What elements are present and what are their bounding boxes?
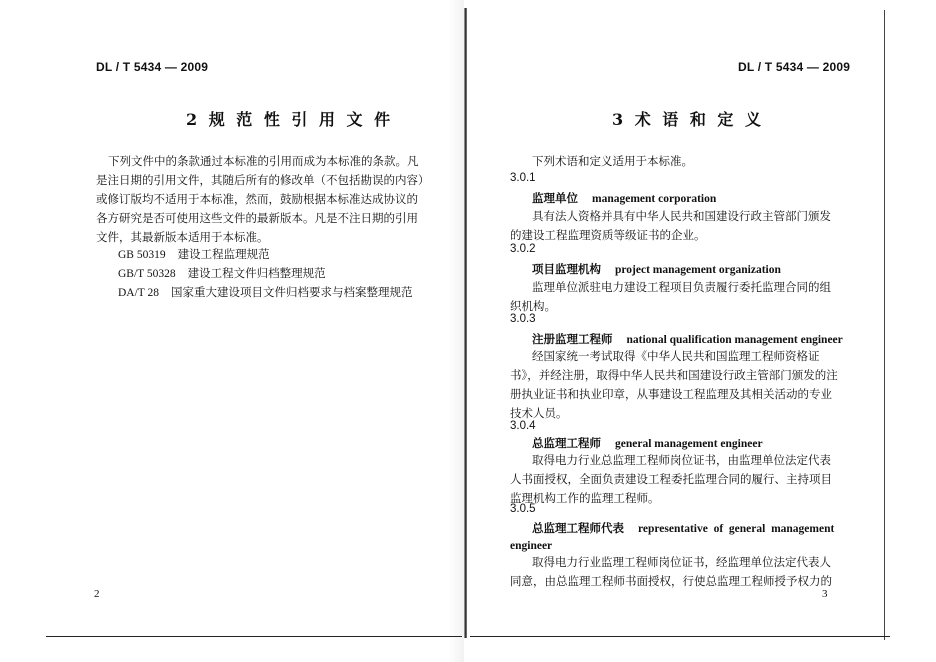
term-chinese: 注册监理工程师: [532, 332, 613, 346]
term-definition: [510, 553, 860, 591]
term-english: project management organization: [615, 264, 781, 276]
term-english: general management engineer: [615, 438, 763, 450]
reference-item: [118, 246, 270, 262]
term-english: representative of general management: [638, 523, 835, 535]
term-heading: [532, 331, 843, 347]
reference-name: 建设工程文件归档整理规范: [187, 266, 326, 280]
term-chinese: 总监理工程师: [532, 436, 601, 450]
definition-line: 人书面授权，全面负责建设工程委托监理合同的履行、主持项目: [510, 472, 832, 486]
definition-line: 监理机构工作的监理工程师。: [510, 491, 660, 505]
definition-line: 织机构。: [510, 299, 556, 313]
section-title: 3 术 语 和 定 义: [612, 110, 764, 129]
term-definition: [510, 207, 860, 245]
left-page: [0, 0, 466, 662]
definition-line: 取得电力行业总监理工程师岗位证书，由监理单位法定代表: [532, 453, 831, 467]
reference-item: [118, 284, 413, 300]
reference-name: 建设工程监理规范: [177, 247, 270, 261]
definition-line: 同意，由总监理工程师书面授权，行使总监理工程师授予权力的: [510, 574, 832, 588]
reference-name: 国家重大建设项目文件归档要求与档案整理规范: [171, 285, 413, 299]
definition-line: 经国家统一考试取得《中华人民共和国监理工程师资格证: [532, 349, 820, 363]
standard-number-header: DL / T 5434 — 2009: [738, 60, 851, 74]
definition-line: 取得电力行业监理工程师岗位证书，经监理单位法定代表人: [532, 555, 831, 569]
definition-line: 的建设工程监理资质等级证书的企业。: [510, 228, 706, 242]
reference-item: [118, 265, 326, 281]
term-heading: [532, 435, 763, 451]
definition-line: 书》，并经注册，取得中华人民共和国建设行政主管部门颁发的注: [510, 368, 838, 382]
term-definition: [510, 278, 860, 316]
section-title: 2 规 范 性 引 用 文 件: [186, 110, 394, 129]
term-english: national qualification management engineer: [626, 334, 843, 346]
right-page: [466, 0, 936, 662]
term-heading: [532, 520, 834, 536]
term-chinese: 监理单位: [532, 191, 578, 205]
reference-code: GB 50319: [118, 249, 166, 261]
definition-line: 册执业证书和执业印章，从事建设工程监理及其相关活动的专业: [510, 387, 832, 401]
term-chinese: 项目监理机构: [532, 262, 601, 276]
intro-line: 或修订版均不适用于本标准，然而，鼓励根据本标准达成协议的: [96, 192, 418, 206]
term-english-continued: [510, 538, 552, 552]
clause-number: 3.0.4: [510, 420, 536, 432]
page-number: 2: [94, 588, 100, 600]
clause-number: 3.0.3: [510, 313, 536, 325]
clause-number: 3.0.2: [510, 243, 536, 255]
definition-line: 技术人员。: [510, 406, 568, 420]
clause-number: 3.0.1: [510, 172, 536, 184]
term-english: management corporation: [592, 193, 717, 205]
term-chinese: 总监理工程师代表: [532, 521, 624, 535]
definition-line: 具有法人资格并具有中华人民共和国建设行政主管部门颁发: [532, 209, 831, 223]
definition-line: 监理单位派驻电力建设工程项目负责履行委托监理合同的组: [532, 280, 831, 294]
intro-line: 各方研究是否可使用这些文件的最新版本。凡是不注日期的引用: [96, 211, 418, 225]
standard-number-header: DL / T 5434 — 2009: [96, 60, 209, 74]
intro-line: 是注日期的引用文件，其随后所有的修改单（不包括勘误的内容）: [96, 173, 430, 187]
clause-number: 3.0.5: [510, 503, 536, 515]
reference-code: GB/T 50328: [118, 268, 176, 280]
intro-paragraph: [96, 152, 436, 247]
reference-code: DA/T 28: [118, 287, 159, 299]
term-heading: [532, 261, 781, 277]
term-definition: [510, 347, 860, 423]
term-english-line2: engineer: [510, 540, 553, 552]
intro-line: 文件，其最新版本适用于本标准。: [96, 230, 269, 244]
intro-line: 下列文件中的条款通过本标准的引用而成为本标准的条款。凡: [108, 154, 419, 168]
page-number: 3: [822, 588, 828, 600]
terms-intro: 下列术语和定义适用于本标准。: [532, 154, 693, 168]
term-definition: [510, 451, 860, 508]
term-heading: [532, 190, 716, 206]
